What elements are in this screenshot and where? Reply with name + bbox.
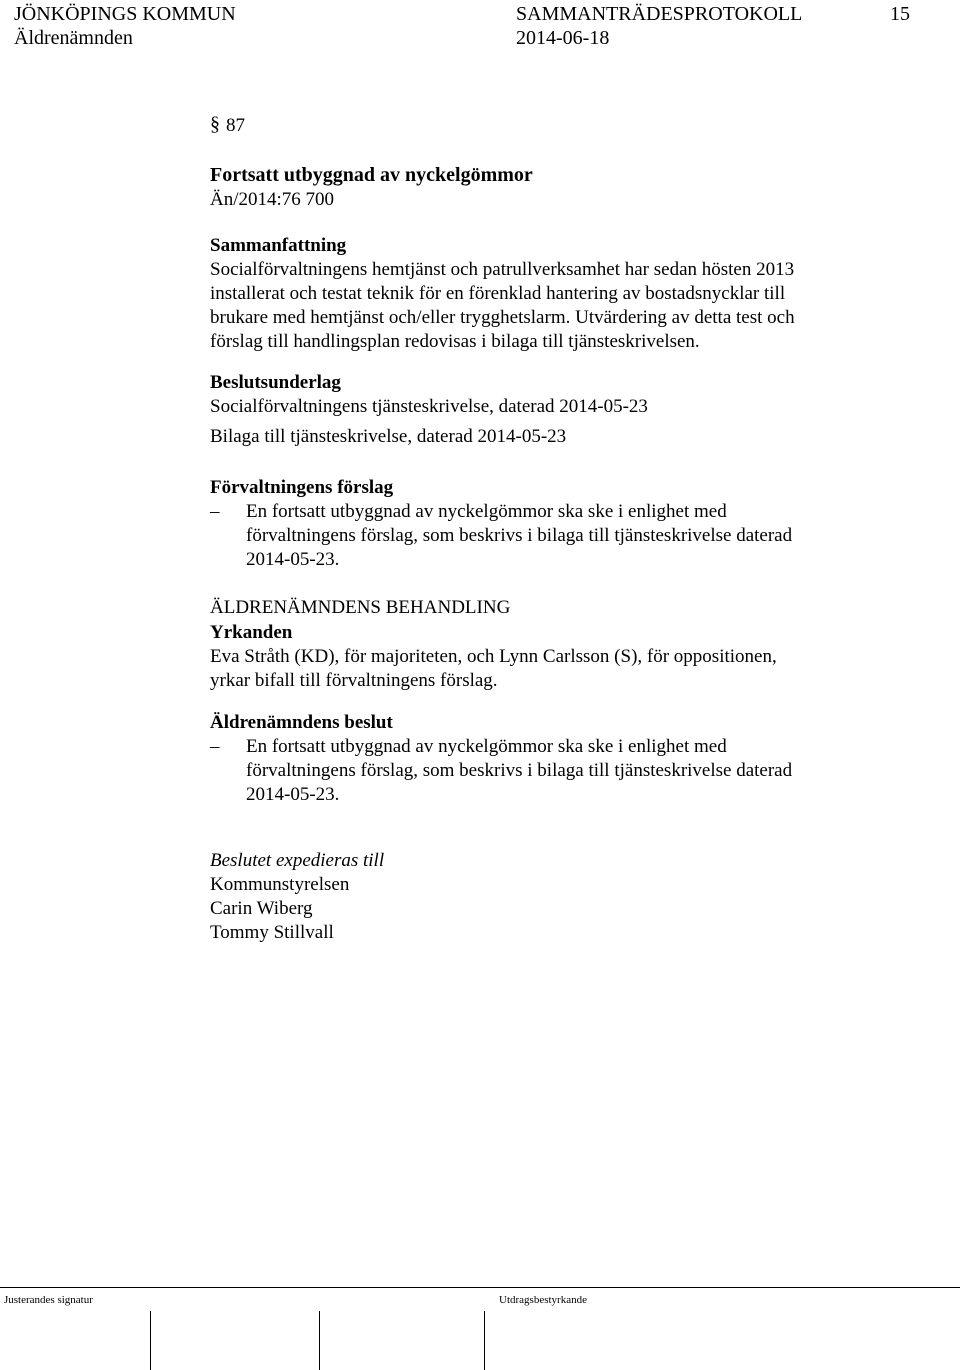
dispatch-recipient: Kommunstyrelsen [210,874,350,895]
header-doc-type: SAMMANTRÄDESPROTOKOLL [516,3,803,25]
dispatch-recipient: Carin Wiberg [210,898,313,919]
summary-line: Socialförvaltningens hemtjänst och patrullverksamhet har sedan hösten 2013 [210,259,795,280]
header-org: JÖNKÖPINGS KOMMUN [14,3,236,25]
dispatch-recipient: Tommy Stillvall [210,922,334,943]
signature-box-divider [319,1311,320,1370]
decision-heading: Äldrenämndens beslut [210,712,393,733]
decision-line: En fortsatt utbyggnad av nyckelgömmor ska ske i enlighet med [246,736,727,757]
handling-heading: ÄLDRENÄMNDENS BEHANDLING [210,597,511,618]
section-number: 87 [226,115,245,136]
signature-box-divider [484,1311,485,1370]
summary-line: förslag till handlingsplan redovisas i bilaga till tjänsteskrivelsen. [210,331,700,352]
summary-heading: Sammanfattning [210,235,347,256]
basis-item: Socialförvaltningens tjänsteskrivelse, daterad 2014-05-23 [210,396,648,417]
header-page-number: 15 [890,3,910,25]
basis-heading: Beslutsunderlag [210,372,341,393]
header-board: Äldrenämnden [14,27,133,49]
footer-extract-label: Utdragsbestyrkande [499,1294,587,1306]
case-number: Än/2014:76 700 [210,189,335,210]
proposal-heading: Förvaltningens förslag [210,477,394,498]
decision-bullet: – [210,736,220,757]
header-date: 2014-06-18 [516,27,610,49]
proposal-line: förvaltningens förslag, som beskrivs i bilaga till tjänsteskrivelse daterad [246,525,793,546]
decision-line: 2014-05-23. [246,784,340,805]
summary-line: installerat och testat teknik för en förenklad hantering av bostadsnycklar till [210,283,786,304]
handling-subheading: Yrkanden [210,622,293,643]
summary-line: brukare med hemtjänst och/eller trygghetslarm. Utvärdering av detta test och [210,307,795,328]
proposal-line: En fortsatt utbyggnad av nyckelgömmor ska ske i enlighet med [246,501,727,522]
basis-item: Bilaga till tjänsteskrivelse, daterad 2014-05-23 [210,426,567,447]
proposal-line: 2014-05-23. [246,549,340,570]
signature-box-divider [150,1311,151,1370]
section-symbol: § [210,113,220,135]
dispatch-heading: Beslutet expedieras till [210,850,385,871]
decision-line: förvaltningens förslag, som beskrivs i bilaga till tjänsteskrivelse daterad [246,760,793,781]
handling-line: Eva Stråth (KD), för majoriteten, och Lynn Carlsson (S), för oppositionen, [210,646,777,667]
section-title: Fortsatt utbyggnad av nyckelgömmor [210,164,533,186]
handling-line: yrkar bifall till förvaltningens förslag. [210,670,498,691]
footer-signature-label: Justerandes signatur [4,1294,93,1306]
proposal-bullet: – [210,501,220,522]
footer-rule [0,1287,960,1288]
